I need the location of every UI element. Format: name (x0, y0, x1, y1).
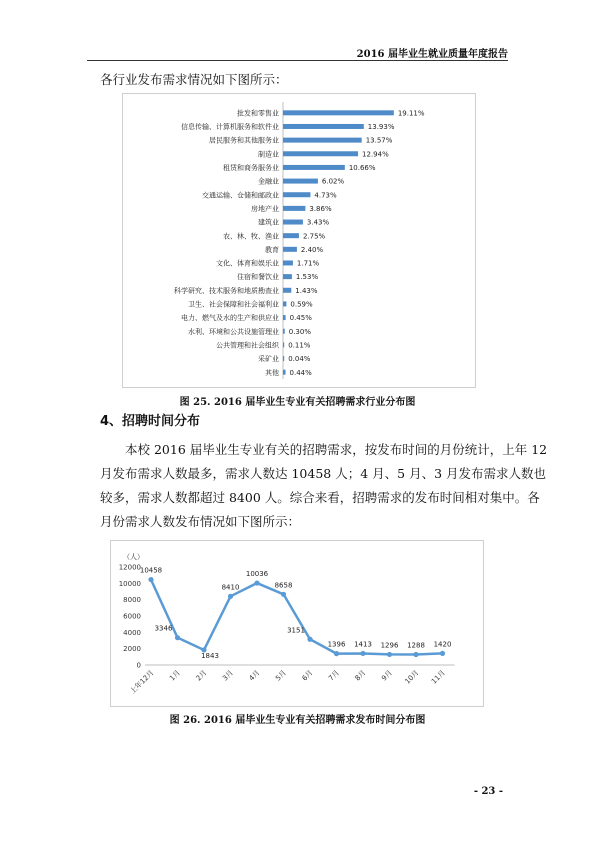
bar-category-label: 制造业 (258, 150, 279, 159)
data-label: 3151 (287, 626, 305, 635)
bar (283, 179, 318, 184)
data-point (175, 635, 180, 640)
x-tick-label: 4月 (247, 668, 262, 683)
bar-category-label: 交通运输、仓储和邮政业 (202, 191, 279, 200)
bar (283, 138, 362, 143)
bar (283, 301, 286, 306)
bar (283, 260, 293, 265)
industry-bar-chart (122, 93, 476, 388)
bar (283, 342, 284, 347)
data-label: 1420 (433, 640, 452, 649)
bar-data-label: 3.86% (309, 204, 332, 213)
y-tick-label: 6000 (123, 612, 141, 621)
y-tick-label: 12000 (118, 563, 141, 572)
intro-text: 各行业发布需求情况如下图所示： (100, 72, 288, 87)
bar (283, 274, 292, 279)
bar-category-label: 租赁和商务服务业 (223, 164, 279, 173)
data-point (413, 652, 418, 657)
x-tick-label: 5月 (274, 668, 288, 683)
data-point (228, 594, 233, 599)
x-tick-label: 1月 (168, 668, 182, 683)
data-point (360, 651, 365, 656)
data-label: 1396 (327, 640, 346, 649)
bar (283, 247, 297, 252)
bar-category-label: 建筑业 (258, 218, 279, 227)
y-tick-label: 8000 (123, 596, 141, 605)
y-tick-label: 10000 (118, 579, 141, 588)
bar-category-label: 金融业 (258, 177, 279, 186)
bar-data-label: 0.11% (288, 341, 311, 350)
x-tick-label: 10月 (403, 668, 421, 686)
bar (283, 124, 364, 129)
y-tick-label: 2000 (123, 645, 141, 654)
bar-category-label: 教育 (265, 245, 279, 254)
bar (283, 356, 284, 361)
bar-data-label: 0.45% (289, 314, 312, 323)
x-tick-label: 2月 (194, 668, 209, 683)
data-label: 10458 (139, 566, 163, 575)
header-rule (87, 60, 508, 61)
bar-category-label: 居民服务和其他服务业 (209, 136, 279, 145)
bar-category-label: 水利、环境和公共设施管理业 (188, 327, 279, 336)
bar-data-label: 0.30% (288, 327, 311, 336)
data-label: 10036 (245, 570, 269, 579)
bar-data-label: 1.43% (295, 286, 318, 295)
data-label: 1413 (354, 640, 372, 649)
data-point (440, 651, 445, 656)
bar-category-label: 电力、燃气及水的生产和供应业 (181, 314, 279, 323)
bar (283, 206, 305, 211)
y-tick-label: 0 (136, 661, 141, 670)
bar-category-label: 信息传输、计算机服务和软件业 (181, 123, 279, 132)
bar-category-label: 科学研究、技术服务和地质勘查业 (174, 286, 279, 295)
paragraph-line: 月发布需求人数最多，需求人数达 10458 人；4 月、5 月、3 月发布需求人数也 (100, 466, 546, 481)
figure-25-caption: 图 25. 2016 届毕业生专业有关招聘需求行业分布图 (179, 397, 416, 408)
data-point (254, 580, 259, 585)
data-label: 8658 (274, 581, 293, 590)
data-point (334, 651, 339, 656)
bar-data-label: 12.94% (362, 150, 389, 159)
bar-data-label: 3.43% (306, 218, 330, 227)
data-point (281, 592, 286, 597)
bar (283, 151, 358, 156)
paragraph-line: 较多，需求人数都超过 8400 人。综合来看，招聘需求的发布时间相对集中。各 (100, 490, 540, 505)
paragraph-line: 月份需求人数发布情况如下图所示： (100, 514, 301, 529)
bar (283, 220, 303, 225)
x-tick-label: 6月 (300, 668, 315, 683)
bar (283, 315, 286, 320)
bar (283, 192, 310, 197)
bar (283, 329, 285, 334)
bar-category-label: 批发和零售业 (237, 109, 279, 118)
bar-data-label: 10.66% (348, 164, 376, 173)
data-label: 3346 (154, 624, 173, 633)
bar (283, 370, 286, 375)
bar-data-label: 6.02% (321, 177, 345, 186)
bar-category-label: 文化、体育和娱乐业 (216, 259, 279, 268)
bar-data-label: 2.75% (302, 232, 326, 241)
bar-data-label: 0.59% (290, 300, 313, 309)
y-axis-label: （人） (123, 553, 144, 561)
data-label: 1288 (407, 641, 425, 650)
monthly-line-chart (110, 540, 484, 707)
data-point (387, 652, 392, 657)
data-point (148, 577, 153, 582)
page-number: - 23 - (473, 786, 503, 797)
data-point (307, 637, 312, 642)
y-tick-label: 4000 (123, 628, 141, 637)
bar-data-label: 13.93% (367, 123, 395, 132)
bar (283, 288, 291, 293)
x-tick-label: 9月 (380, 668, 394, 683)
bar-category-label: 公共管理和社会组织 (216, 341, 279, 350)
data-label: 8410 (221, 583, 240, 592)
bar-category-label: 房地产业 (251, 204, 279, 213)
bar-data-label: 1.71% (296, 259, 320, 268)
industry-bar-chart-svg (123, 94, 475, 387)
bar (283, 110, 394, 115)
paragraph-line: 本校 2016 届毕业生专业有关的招聘需求，按发布时间的月份统计，上年 12 (125, 442, 548, 457)
paragraph (100, 438, 547, 534)
x-tick-label: 8月 (353, 668, 368, 683)
bar-category-label: 住宿和餐饮业 (237, 273, 279, 282)
x-tick-label: 3月 (221, 668, 235, 683)
bar-category-label: 其他 (265, 368, 279, 377)
bar-data-label: 13.57% (365, 136, 393, 145)
x-tick-label: 11月 (429, 668, 447, 686)
data-label: 1296 (380, 641, 399, 650)
section-heading: 4、招聘时间分布 (100, 414, 201, 429)
x-tick-label: 7月 (327, 668, 341, 683)
bar (283, 165, 345, 170)
series-line (151, 580, 443, 655)
bar (283, 233, 299, 238)
x-tick-label: 上年12月 (128, 668, 156, 696)
header-title: 2016 届毕业生就业质量年度报告 (356, 49, 508, 60)
bar-category-label: 农、林、牧、渔业 (223, 232, 279, 241)
bar-data-label: 19.11% (397, 109, 425, 118)
bar-category-label: 卫生、社会保障和社会福利业 (188, 300, 279, 309)
bar-data-label: 0.04% (288, 355, 311, 364)
bar-data-label: 2.40% (300, 245, 324, 254)
figure-26-caption: 图 26. 2016 届毕业生专业有关招聘需求发布时间分布图 (169, 715, 426, 726)
bar-data-label: 4.73% (314, 191, 337, 200)
data-label: 1843 (201, 651, 219, 660)
bar-data-label: 0.44% (289, 368, 312, 377)
bar-data-label: 1.53% (295, 273, 319, 282)
bar-category-label: 采矿业 (258, 355, 279, 364)
monthly-line-chart-svg (111, 541, 483, 706)
